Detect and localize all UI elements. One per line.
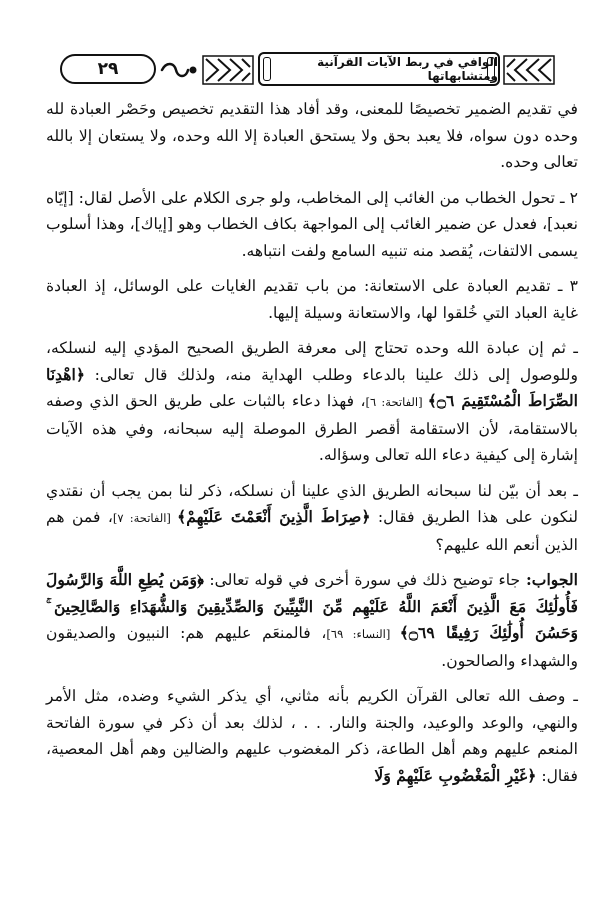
body-text: ، فمن هم الذين أنعم الله عليهم؟ — [46, 508, 578, 554]
answer-label: الجواب: — [520, 570, 579, 589]
quran-verse: ﴿صِرَاطَ الَّذِينَ أَنْعَمْتَ عَلَيْهِمْ﴾ — [177, 507, 371, 526]
geometric-ornament-icon — [503, 55, 555, 85]
paragraph — [46, 273, 578, 326]
quran-verse: ﴿اهْدِنَا الصِّرَاطَ الْمُسْتَقِيمَ ۝٦﴾ — [46, 364, 578, 410]
verse-reference: [الفاتحة: ٧] — [112, 511, 178, 525]
verse-reference: [الفاتحة: ٦] — [365, 395, 428, 409]
body-text: في تقديم الضمير تخصيصًا للمعنى، وقد أفاد هذا التقديم تخصيص وحَصْر العبادة لله وحده دون سواه، فلا يعبد بحق ولا يستحق العبادة إلا الله وحده، ولا يستعان إلا بالله تعالى وحده. — [46, 100, 578, 171]
body-text: ، فالمنعَم عليهم هم: النبيون والصديقون والشهداء والصالحون. — [46, 624, 578, 670]
body-text: ، فهذا دعاء بالثبات على طريق الحق الذي وصفه بالاستقامة، لأن الاستقامة أقصر الطرق الموصلة إليه سبحانه، وفي هذه الآيات إشارة إلى كيفية دعاء الله تعالى وسؤاله. — [46, 392, 578, 464]
quran-verse: ﴿وَمَن يُطِعِ اللَّهَ وَالرَّسُولَ فَأُولَٰئِكَ مَعَ الَّذِينَ أَنْعَمَ اللَّهُ عَلَيْهِم مِّنَ النَّبِيِّينَ وَالصِّدِّيقِينَ وَالشُّهَدَاءِ وَالصَّالِحِينَ ۚ وَحَسُنَ أُولَٰئِكَ رَفِيقًا ۝٦٩﴾ — [46, 570, 578, 642]
paragraph — [46, 683, 578, 789]
body-text: ـ ثم إن عبادة الله وحده تحتاج إلى معرفة الطريق الصحيح المؤدي إليه لنسلكه، وللوصول إلى ذلك علينا بالدعاء وطلب الهداية منه، ولذلك قال تعالى: — [46, 339, 578, 384]
quran-verse: ﴿غَيْرِ الْمَغْضُوبِ عَلَيْهِمْ وَلَا — [374, 765, 537, 785]
book-title-box — [258, 52, 500, 86]
paragraph — [46, 478, 578, 559]
page-number: ٢٩ — [97, 59, 119, 79]
paragraph — [46, 567, 578, 674]
page-body — [46, 96, 578, 789]
swirl-ornament-icon — [160, 58, 200, 82]
page-header — [60, 52, 560, 88]
body-text: ـ بعد أن بيّن لنا سبحانه الطريق الذي علينا أن نسلكه، ذكر لنا بمن يجب أن نقتدي لنكون على هذا الطريق فقال: — [46, 481, 579, 526]
paragraph — [46, 96, 578, 176]
body-text: جاء توضيح ذلك في سورة أخرى في قوله تعالى: — [203, 571, 521, 589]
paragraph — [46, 185, 578, 265]
book-title: الوافي في ربط الآيات القرآنية ومتشابهاتها — [317, 55, 498, 83]
body-text: ـ وصف الله تعالى القرآن الكريم بأنه مثاني، أي يذكر الشيء وضده، مثل الأمر والنهي، والوعد والوعيد، والجنة والنار. . . ، لذلك بعد أن ذكر في سورة الفاتحة المنعم عليهم وهم أهل الطاعة، ذكر المغضوب عليهم والضالين وهم أهل المعصية، فقال: — [46, 687, 578, 785]
body-text: ٢ ـ تحول الخطاب من الغائب إلى المخاطب، ولو جرى الكلام على الأصل لقال: [إيّاه نعبد]، فعدل عن ضمير الغائب إلى المواجهة بكاف الخطاب وهو [إياك]، وهذا أسلوب يسمى الالتفات، يُقصد منه تنبيه السامع ولفت انتباهه. — [46, 188, 578, 260]
body-text: ٣ ـ تقديم العبادة على الاستعانة: من باب تقديم الغايات على الوسائل، إذ العبادة غاية العباد التي خُلقوا لها، والاستعانة وسيلة إليها. — [46, 277, 578, 322]
verse-reference: [النساء: ٦٩] — [326, 627, 400, 641]
page-number-badge — [60, 54, 156, 84]
geometric-ornament-icon — [202, 55, 254, 85]
paragraph — [46, 335, 578, 469]
